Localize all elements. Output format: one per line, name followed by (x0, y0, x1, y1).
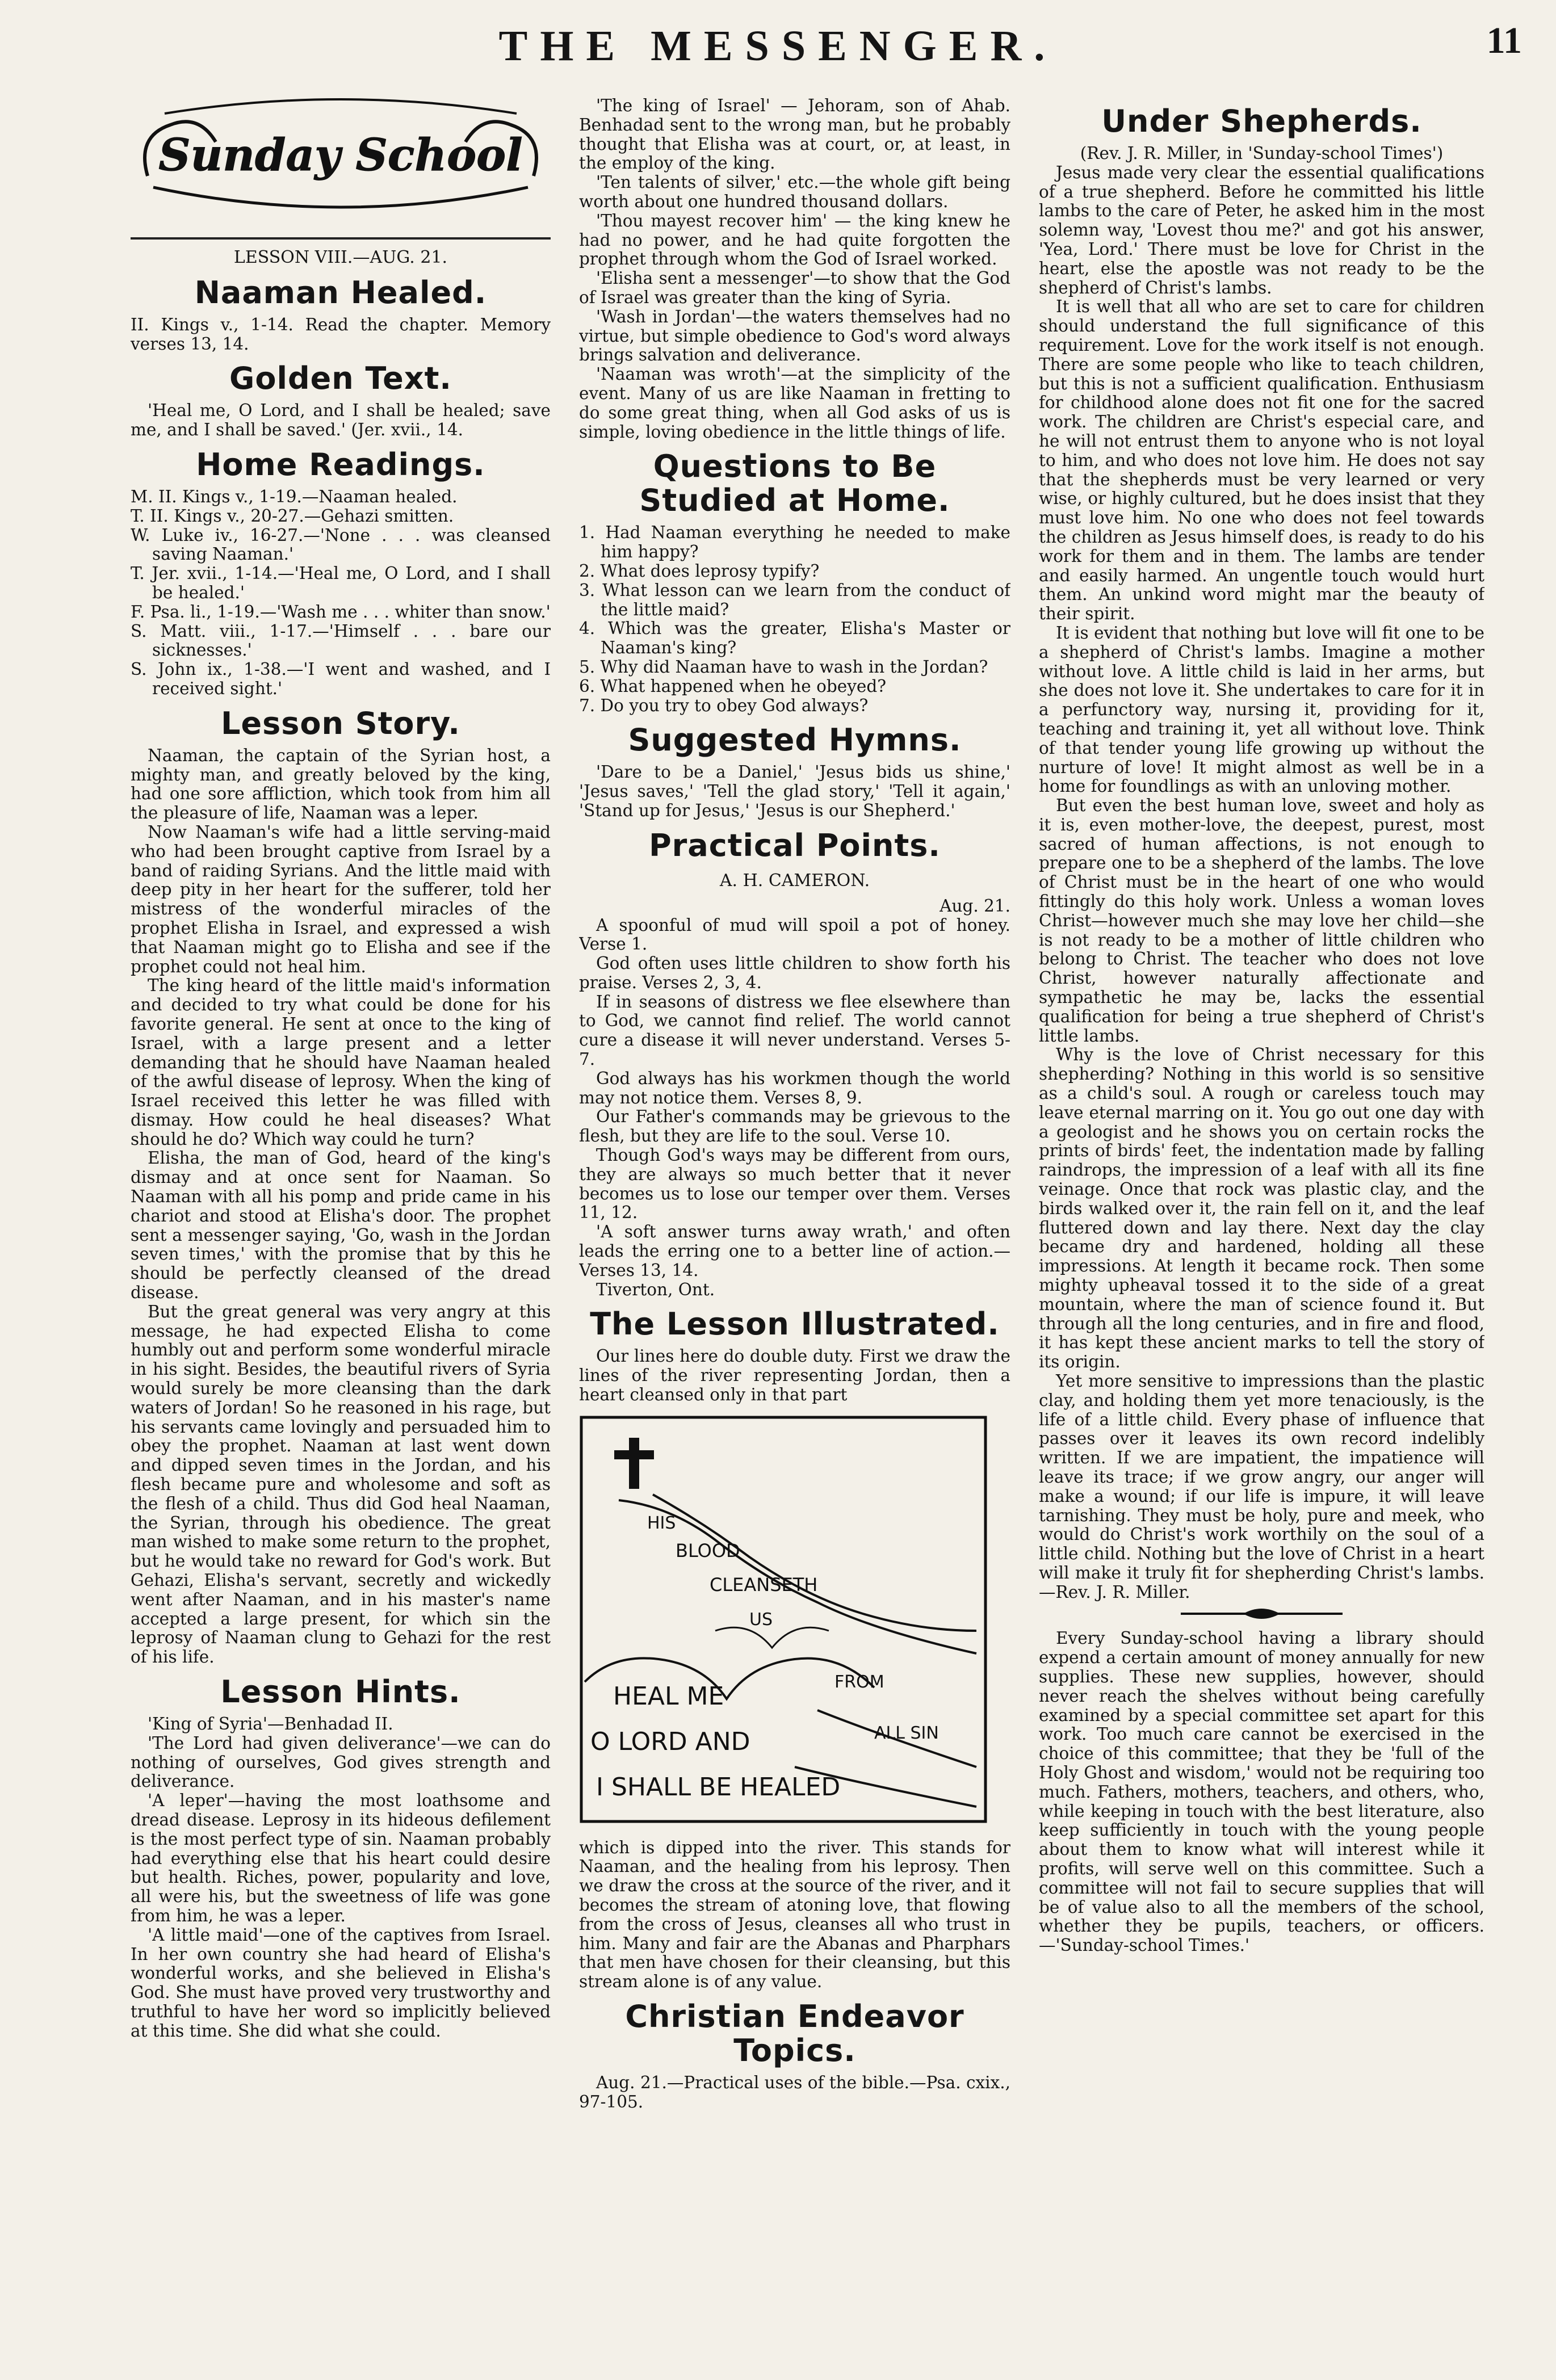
cross-icon (614, 1438, 654, 1489)
question-item: 2. What does leprosy typify? (579, 561, 820, 581)
question-item: 5. Why did Naaman have to wash in the Jordan? (579, 657, 988, 677)
hint-paragraph: 'Thou mayest recover him' — the king knew he had no power, and he had quite forgotten the prophet through whom the God of Israel worked. (579, 211, 1010, 269)
question-item: 3. What lesson can we learn from the conduct of the little maid? (579, 580, 1010, 619)
point-paragraph: God always has his workmen though the world may not notice them. Verses 8, 9. (579, 1068, 1010, 1107)
practical-points-heading: Practical Points. (649, 827, 941, 863)
question-item: 7. Do you try to obey God always? (579, 695, 869, 715)
story-paragraph: But the great general was very angry at this message, he had expected Elisha to come humbly out and perform some wonderful miracle in his sight. Besides, the beautiful rivers of Syria would surely be more cleansing than the dark waters of Jordan! So he reasoned in his rage, but his servants came lovingly and persuaded him to obey the prophet. Naaman at last went down and dipped seven times in the Jordan, and his flesh became pure and wholesome and soft as the flesh of a child. Thus did God heal Naaman, the Syrian, through his obedience. The great man wished to make some return to the prophet, but he would take no reward for God's work. But Gehazi, Elisha's servant, secretly and wickedly went after Naaman, and in his master's name accepted a large present, for which sin the leprosy of Naaman clung to Gehazi for the rest of his life. (131, 1302, 551, 1667)
lesson-line: LESSON VIII.—AUG. 21. (233, 247, 448, 267)
figure-label: FROM (834, 1672, 884, 1692)
figure-label: HEAL ME (613, 1681, 724, 1711)
article-paragraph: It is well that all who are set to care for children should understand the full significance of this requirement. Love for the work itself is not enough. There are some people who like to teach children, but this is not a sufficient qualification. Enthusiasm for childhood alone does not fit one for the sacred work. The children are Christ's especial care, and he will not entrust them to anyone who is not loyal to him, and who does not love him. He does not say that the shepherds must be very learned or very wise, or highly cultured, but he does insist that they must love him. No one who does not feel towards the children as Jesus himself does, is ready to do his work for them and in them. The lambs are tender and easily harmed. An ungentle touch would hurt them. An unkind word might mar the beauty of their spirit. (1039, 297, 1484, 624)
hint-paragraph: 'The Lord had given deliverance'—we can do nothing of ourselves, God gives strength and deliverance. (131, 1733, 551, 1791)
point-paragraph: Though God's ways may be different from ours, they are always so much better that it never becomes us to lose our temper over them. Verses 11, 12. (579, 1145, 1010, 1223)
hint-paragraph: 'Wash in Jordan'—the waters themselves had no virtue, but simple obedience to God's word always brings salvation and deliverance. (579, 307, 1010, 365)
under-shepherds-heading: Under Shepherds. (1101, 103, 1422, 139)
figure-label: US (749, 1609, 773, 1630)
divider (131, 237, 551, 240)
illustrated-after: which is dipped into the river. This stands for Naaman, and the healing from his leprosy. Then we draw the cross at the source of the river, and it becomes the stream of atoning love, that flowing from the cross of Jesus, cleanses all who trust in him. Many and fair are the Abanas and Pharphars that men have chosen for their cleansing, but this stream alone is of any value. (579, 1837, 1010, 1992)
home-reading-item: F. Psa. li., 1-19.—'Wash me . . . whiter than snow.' (131, 602, 551, 622)
reading-ref: II. Kings v., 1-14. Read the chapter. Memory verses 13, 14. (131, 314, 551, 354)
point-paragraph: If in seasons of distress we flee elsewhere than to God, we cannot find relief. The world cannot cure a disease it will never understand. Verses 5-7. (579, 992, 1010, 1069)
story-paragraph: Naaman, the captain of the Syrian host, a mighty man, and greatly beloved by the king, had one sore affliction, which took from him all the pleasure of life, Naaman was a leper. (131, 745, 551, 823)
article-paragraph: Jesus made very clear the essential qualifications of a true shepherd. Before he committed his little lambs to the care of Peter, he asked him in the most solemn way, 'Lovest thou me?' and got his answer, 'Yea, Lord.' There must be love for Christ in the heart, else the apostle was not ready to be the shepherd of Christ's lambs. (1039, 162, 1484, 297)
figure-label: CLEANSETH (710, 1573, 818, 1596)
banner-text: Sunday School (158, 129, 523, 181)
lesson-story-heading: Lesson Story. (221, 705, 460, 741)
figure-label: O LORD AND (590, 1727, 750, 1756)
figure-label: HIS (647, 1513, 676, 1533)
sunday-school-banner (131, 96, 551, 221)
points-place: Tiverton, Ont. (596, 1279, 715, 1299)
column-1 (131, 96, 551, 2357)
lesson-title: Naaman Healed. (194, 274, 487, 310)
river-heart-illustration (579, 1415, 988, 1824)
hint-paragraph: 'A leper'—having the most loathsome and dread disease. Leprosy in its hideous defilement is the most perfect type of sin. Naaman probably had everything else that his heart could desire but health. Riches, power, popularity and love, all were his, but the sweetness of life was gone from him, he was a leper. (131, 1791, 551, 1925)
column-3 (1039, 96, 1484, 2357)
question-item: 1. Had Naaman everything he needed to make him happy? (579, 523, 1010, 562)
home-reading-item: S. John ix., 1-38.—'I went and washed, and I received sight.' (131, 660, 551, 698)
article-paragraph: But even the best human love, sweet and holy as it is, even mother-love, the deepest, purest, most sacred of human affections, is not enough to prepare one to be a shepherd of the lambs. The love of Christ must be in the heart of one who would fittingly do this holy work. Unless a woman loves Christ—however much she may love her child—she is not ready to be a mother of little children who belong to Christ. The teacher who does not love Christ, however naturally affectionate and sympathetic he may be, lacks the essential qualification for being a true shepherd of Christ's little lambs. (1039, 796, 1484, 1046)
library-paragraph: Every Sunday-school having a library should expend a certain amount of money annually for new supplies. These new supplies, however, should never reach the shelves without being carefully examined by a special committee set apart for this work. Too much care cannot be exercised in the choice of this committee; that they be 'full of the Holy Ghost and wisdom,' would not be requiring too much. Fathers, mothers, teachers, and others, who, while keeping in touch with the best literature, also keep sufficiently in touch with the young people about them to know what will interest while it profits, will serve well on this committee. Such a committee will not fail to secure supplies that will be of value also to all the members of the school, whether they be pupils, teachers, or officers.—'Sunday-school Times.' (1039, 1628, 1484, 1955)
point-paragraph: A spoonful of mud will spoil a pot of honey. Verse 1. (579, 915, 1010, 954)
hint-paragraph: 'The king of Israel' — Jehoram, son of Ahab. Benhadad sent to the wrong man, but he probably thought that Elisha was at court, or, at least, in the employ of the king. (579, 96, 1010, 173)
article-paragraph: Why is the love of Christ necessary for this shepherding? Nothing in this world is so sensitive as a child's soul. A rough or careless touch may leave eternal marring on it. You go out one day with a geologist and he shows you on certain rocks the prints of birds' feet, the indentation made by falling raindrops, the impression of a leaf with all its fine veinage. Once that rock was plastic clay, and the birds walked over it, the rain fell on it, and the leaf fluttered down and lay there. Next day the clay became dry and hardened, holding all these impressions. At length it became rock. Then some mighty upheaval tossed it to the side of a great mountain, where the man of science found it. But through all the long centuries, and in fire and flood, it has kept these ancient marks to tell the story of its origin. (1039, 1045, 1484, 1372)
article-paragraph: Yet more sensitive to impressions than the plastic clay, and holding them yet more tenaciously, is the life of a little child. Every phase of influence that passes over it leaves its own record indelibly written. If we are impatient, the impatience will leave its trace; if we grow angry, our anger will make a wound; if our life is impure, it will leave tarnishing. They must be holy, pure and meek, who would do Christ's work worthily on the soul of a little child. Nothing but the love of Christ in a heart will make it truly fit for shepherding Christ's lambs.—Rev. J. R. Miller. (1039, 1371, 1484, 1602)
ornament-divider (1039, 1602, 1484, 1625)
points-date: Aug. 21. (940, 896, 1010, 916)
christian-endeavor-text: Aug. 21.—Practical uses of the bible.—Psa. cxix., 97-105. (579, 2073, 1010, 2112)
hint-paragraph: 'Naaman was wroth'—at the simplicity of the event. Many of us are like Naaman in fretting to do some great thing, when all God asks of us is simple, loving obedience in the little things of life. (579, 364, 1010, 442)
home-reading-item: T. II. Kings v., 20-27.—Gehazi smitten. (131, 506, 454, 526)
golden-text: 'Heal me, O Lord, and I shall be healed; save me, and I shall be saved.' (Jer. xvii., 14. (131, 401, 551, 440)
byline: (Rev. J. R. Miller, in 'Sunday-school Times') (1080, 144, 1444, 163)
column-2 (579, 96, 1010, 2357)
questions-heading: Questions to Be Studied at Home. (639, 448, 950, 519)
question-item: 4. Which was the greater, Elisha's Master or Naaman's king? (579, 619, 1010, 658)
figure-label: I SHALL BE HEALED (596, 1772, 841, 1802)
page-number: 11 (1486, 20, 1522, 61)
illustrated-heading: The Lesson Illustrated. (590, 1306, 1000, 1342)
illustrated-intro: Our lines here do double duty. First we draw the lines of the river representing Jordan, then a heart cleansed only in that part (579, 1346, 1010, 1405)
point-paragraph: God often uses little children to show forth his praise. Verses 2, 3, 4. (579, 954, 1010, 992)
point-paragraph: 'A soft answer turns away wrath,' and often leads the erring one to a better line of action.—Verses 13, 14. (579, 1222, 1010, 1280)
hint-paragraph: 'Elisha sent a messenger'—to show that the God of Israel was greater than the king of Syria. (579, 268, 1010, 307)
hint-paragraph: 'Ten talents of silver,' etc.—the whole gift being worth about one hundred thousand dollars. (579, 173, 1010, 211)
hymns-heading: Suggested Hymns. (628, 722, 962, 758)
hymns-text: 'Dare to be a Daniel,' 'Jesus bids us shine,' 'Jesus saves,' 'Tell the glad story,' 'Tell it again,' 'Stand up for Jesus,' 'Jesus is our Shepherd.' (579, 762, 1010, 820)
figure-label: ALL SIN (874, 1723, 939, 1743)
home-reading-item: T. Jer. xvii., 1-14.—'Heal me, O Lord, and I shall be healed.' (131, 564, 551, 602)
home-reading-item: M. II. Kings v., 1-19.—Naaman healed. (131, 486, 458, 506)
points-author: A. H. CAMERON. (719, 870, 870, 891)
home-reading-item: S. Matt. viii., 1-17.—'Himself . . . bare our sicknesses.' (131, 621, 551, 660)
story-paragraph: The king heard of the little maid's information and decided to try what could be done for his favorite general. He sent at once to the king of Israel, with a large present and a letter demanding that he should have Naaman healed of the awful disease of leprosy. When the king of Israel received this letter he was filled with dismay. How could he heal diseases? What should he do? Which way could he turn? (131, 976, 551, 1149)
story-paragraph: Elisha, the man of God, heard of the king's dismay and at once sent for Naaman. So Naaman with all his pomp and pride came in his chariot and stood at Elisha's door. The prophet sent a messenger saying, 'Go, wash in the Jordan seven times,' with the promise that by this he should be perfectly cleansed of the dread disease. (131, 1148, 551, 1303)
hint-paragraph: 'King of Syria'—Benhadad II. (148, 1714, 393, 1733)
home-readings-heading: Home Readings. (196, 446, 485, 482)
question-item: 6. What happened when he obeyed? (579, 676, 887, 696)
page-header (0, 0, 1556, 68)
figure-label: BLOOD (676, 1539, 740, 1562)
christian-endeavor-heading: Christian Endeavor Topics. (625, 1999, 964, 2068)
article-paragraph: It is evident that nothing but love will fit one to be a shepherd of Christ's lambs. Imagine a mother without love. A little child is laid in her arms, but she does not love it. She undertakes to care for it in a perfunctory way, nursing it, providing for it, teaching and training it, yet all without love. Think of that tender young life growing up without the nurture of love! It might almost as well be in a home for foundlings as with an unloving mother. (1039, 623, 1484, 796)
golden-text-heading: Golden Text. (229, 360, 452, 397)
point-paragraph: Our Father's commands may be grievous to the flesh, but they are life to the soul. Verse 10. (579, 1107, 1010, 1146)
masthead-title: THE MESSENGER. (498, 22, 1058, 70)
hint-paragraph: 'A little maid'—one of the captives from Israel. In her own country she had heard of Elisha's wonderful works, and she believed in Elisha's God. She must have proved very trustworthy and truthful to have her word so implicitly believed at this time. She did what she could. (131, 1925, 551, 2041)
story-paragraph: Now Naaman's wife had a little serving-maid who had been brought captive from Israel by a band of raiding Syrians. And the little maid with deep pity in her heart for the sufferer, told her mistress of the wonderful miracles of the prophet Elisha in Israel, and expressed a wish that Naaman might go to Elisha and see if the prophet could not heal him. (131, 822, 551, 976)
home-reading-item: W. Luke iv., 16-27.—'None . . . was cleansed saving Naaman.' (131, 525, 551, 564)
lesson-hints-heading: Lesson Hints. (220, 1674, 461, 1710)
